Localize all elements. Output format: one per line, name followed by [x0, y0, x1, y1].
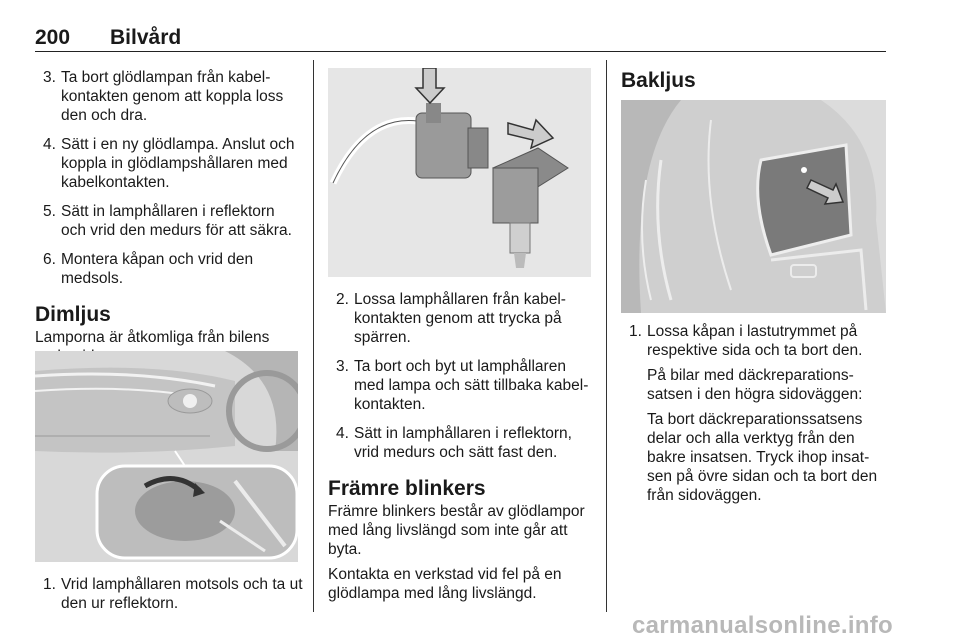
step-text: Sätt in lamphållaren i reflektorn och vrid den medurs för att säkra. [61, 203, 292, 239]
column-3-heading [621, 68, 886, 94]
step-number: 3. [43, 69, 56, 86]
step-text: Lossa lamphållaren från kabelkontakten genom att trycka på spärren. [354, 291, 566, 346]
list-item [35, 68, 303, 125]
step-text: Montera kåpan och vrid den medsols. [61, 251, 254, 287]
rear-light-drawing [621, 100, 886, 313]
column-1 [35, 68, 303, 366]
rear-light-illustration [621, 100, 886, 313]
step-list [35, 68, 303, 288]
list-item [328, 290, 593, 347]
step-number: 6. [43, 251, 56, 268]
step-list [621, 322, 886, 505]
step-number: 2. [336, 291, 349, 308]
step-number: 3. [336, 358, 349, 375]
column-divider-1 [313, 60, 314, 612]
step-number: 4. [336, 425, 349, 442]
section-heading-bakljus: Bakljus [621, 69, 696, 92]
step-text: Ta bort och byt ut lamphållaren med lampa och sätt tillbaka kabelkontakten. [354, 358, 589, 413]
header-rule [35, 51, 886, 52]
column-2 [328, 290, 593, 603]
step-number: 1. [629, 323, 642, 340]
column-1-bottom [35, 575, 303, 623]
step-number: 1. [43, 576, 56, 593]
step-text: Lossa kåpan i lastutrymmet på respektive sida och ta bort den. [647, 323, 863, 359]
list-item [35, 250, 303, 288]
step-text: Vrid lamphållaren motsols och ta ut den ur reflektorn. [61, 576, 303, 612]
list-item [328, 357, 593, 414]
step-text: Sätt i en ny glödlampa. Anslut och koppla in glödlampshållaren med kabelkontakten. [61, 136, 295, 191]
column-divider-2 [606, 60, 607, 612]
list-item [621, 322, 886, 505]
watermark: carmanualsonline.info [632, 612, 894, 639]
page-number: 200 [35, 26, 71, 49]
step-subtext-1: På bilar med däckreparationssatsen i den högra sidoväggen: [647, 367, 863, 403]
column-3 [621, 322, 886, 505]
blinkers-paragraph-2: Kontakta en verkstad vid fel på en glödlampa med lång livslängd. [328, 566, 562, 602]
step-subtext-2: Ta bort däckreparationssatsens delar och alla verktyg från den bakre insatsen. Tryck ihop insatsen på övre sidan och ta bort den från sidoväggen. [647, 411, 878, 504]
blinkers-paragraph-1: Främre blinkers består av glödlampor med lång livslängd som inte går att byta. [328, 503, 585, 558]
step-list [35, 575, 303, 613]
bulb-holder-illustration [328, 68, 591, 277]
list-item [328, 424, 593, 462]
fog-light-illustration [35, 351, 298, 562]
step-number: 5. [43, 203, 56, 220]
bulb-holder-drawing [328, 68, 591, 277]
fog-light-drawing [35, 351, 298, 562]
section-heading-blinkers: Främre blinkers [328, 477, 486, 500]
step-text: Ta bort glödlampan från kabelkontakten genom att koppla loss den och dra. [61, 69, 284, 124]
dimljus-text: Lamporna är åtkomliga från bilens [35, 329, 270, 346]
step-list [328, 290, 593, 462]
page-title: Bilvård [110, 26, 182, 49]
list-item [35, 135, 303, 192]
list-item [35, 575, 303, 613]
section-heading-dimljus: Dimljus [35, 303, 111, 326]
list-item [35, 202, 303, 240]
step-number: 4. [43, 136, 56, 153]
step-text: Sätt in lamphållaren i reflektorn, vrid medurs och sätt fast den. [354, 425, 572, 461]
